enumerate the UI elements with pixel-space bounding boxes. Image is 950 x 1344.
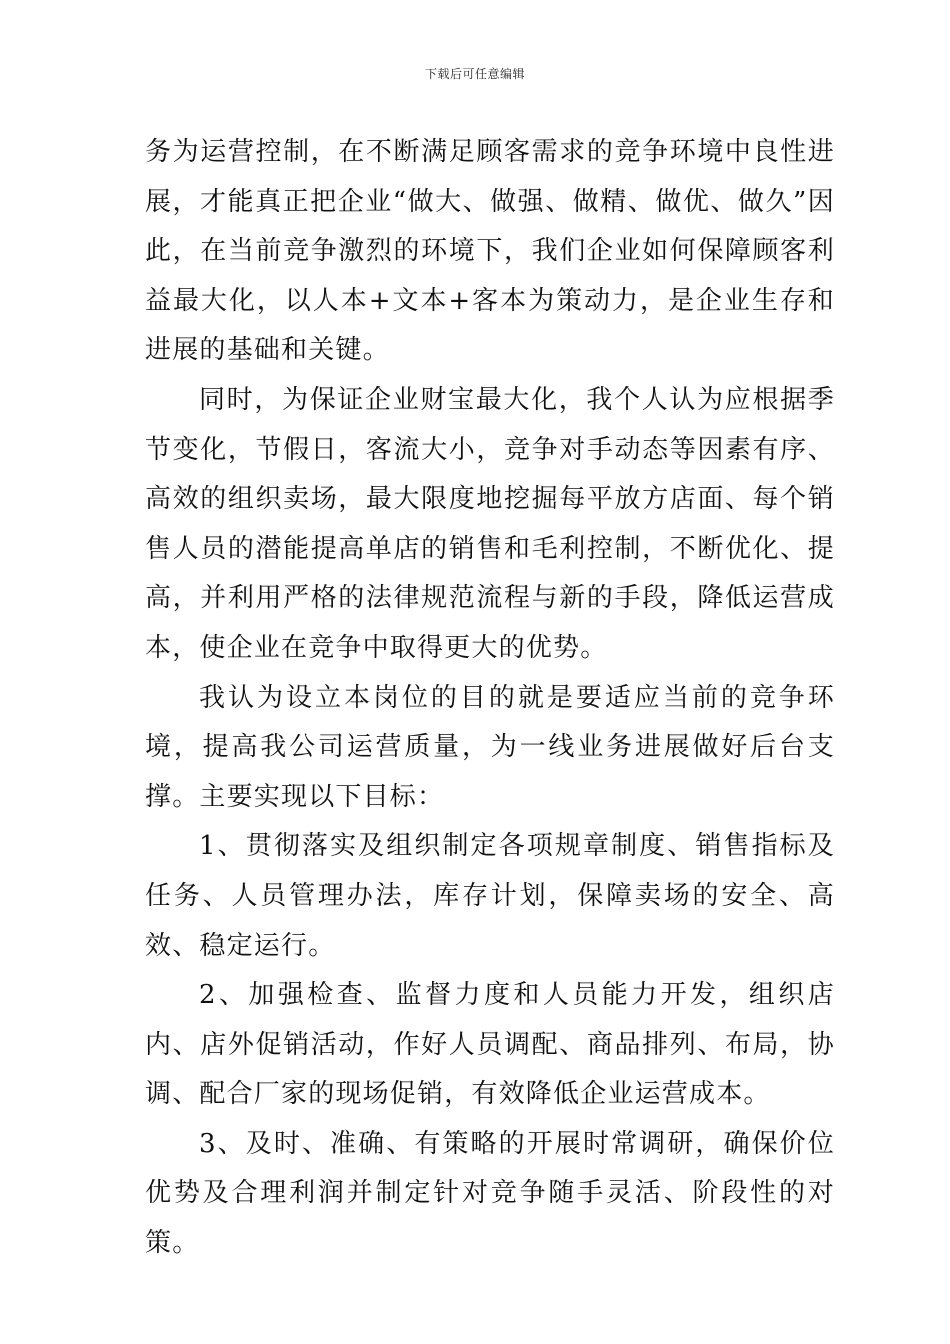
document-body bbox=[145, 128, 835, 1269]
list-item-goal-3: 3、及时、准确、有策略的开展时常调研，确保价位优势及合理利润并制定针对竞争随手灵活、阶段性的对策。 bbox=[145, 1128, 835, 1259]
list-item-goal-1: 1、贯彻落实及组织制定各项规章制度、销售指标及任务、人员管理办法，库存计划，保障卖场的安全、高效、稳定运行。 bbox=[145, 831, 835, 961]
page-header-note: 下载后可任意编辑 bbox=[424, 67, 525, 81]
paragraph-continuation: 务为运营控制，在不断满足顾客需求的竞争环境中良性进展，才能真正把企业“做大、做强、做精、做优、做久”因此，在当前竞争激烈的环境下，我们企业如何保障顾客利益最大化，以人本+文本+客本为策动力，是企业生存和进展的基础和关键。 bbox=[145, 137, 835, 366]
list-item-goal-2: 2、加强检查、监督力度和人员能力开发，组织店内、店外促销活动，作好人员调配、商品排列、布局，协调、配合厂家的现场促销，有效降低企业运营成本。 bbox=[145, 980, 835, 1110]
paragraph-position-purpose: 我认为设立本岗位的目的就是要适应当前的竞争环境，提高我公司运营质量，为一线业务进展做好后台支撑。主要实现以下目标： bbox=[145, 682, 835, 812]
paragraph-profit-maximization: 同时，为保证企业财宝最大化，我个人认为应根据季节变化，节假日，客流大小，竞争对手动态等因素有序、高效的组织卖场，最大限度地挖掘每平放方店面、每个销售人员的潜能提高单店的销售和毛利控制，不断优化、提高，并利用严格的法律规范流程与新的手段，降低运营成本，使企业在竞争中取得更大的优势。 bbox=[145, 384, 835, 663]
